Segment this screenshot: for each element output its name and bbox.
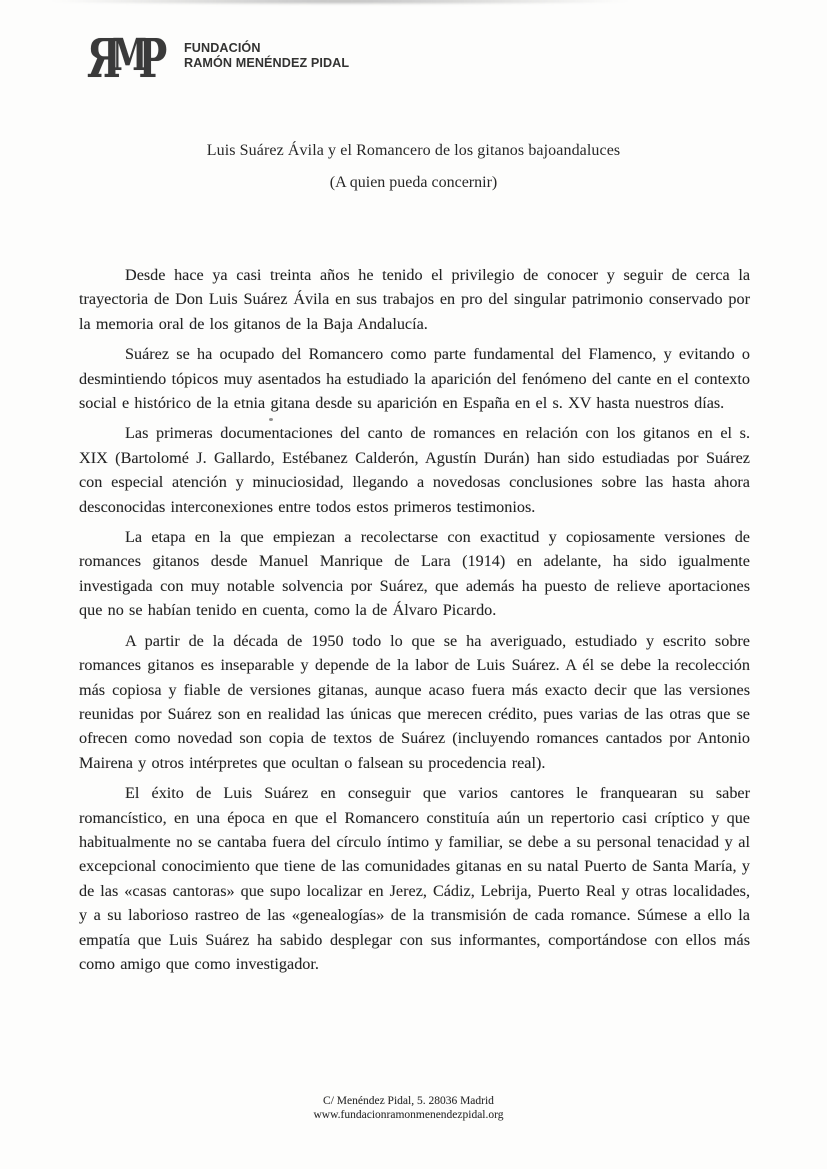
paragraph-6: El éxito de Luis Suárez en conseguir que varios cantores le franquearan su saber romancístico, en una época en que el Romancero constituía aún un repertorio casi críptico y que habitualmente no se cantaba fuera del círculo íntimo y familiar, se debe a su personal tenacidad y al excepcional conocimiento que tiene de las comunidades gitanas en su natal Puerto de Santa María, y de las «casas cantoras» que supo localizar en Jerez, Cádiz, Lebrija, Puerto Real y otras localidades, y a su laborioso rastreo de las «genealogías» de la transmisión de cada romance. Súmese a ello la empatía que Luis Suárez ha sabido desplegar con sus informantes, comportándose con ellos más como amigo que como investigador. [79,784,750,973]
paragraph-2: Suárez se ha ocupado del Romancero como parte fundamental del Flamenco, y evitando o desmintiendo tópicos muy asentados ha estudiado la aparición del fenómeno del cante en el contexto social e histórico de la etnia gitana desde su aparición en España en el s. XV hasta nuestros días. [79,345,750,413]
monogram-letter-m: M [112,30,148,81]
rmp-monogram-logo [87,28,168,90]
foundation-name-line1: FUNDACIÓN [184,40,261,55]
paragraph-1: Desde hace ya casi treinta años he tenido el privilegio de conocer y seguir de cerca la trayectoria de Don Luis Suárez Ávila en sus trabajos en pro del singular patrimonio conservado por la memoria oral de los gitanos de la Baja Andalucía. [79,266,750,333]
page-footer [0,1094,817,1122]
document-body [79,263,750,982]
footer-address: C/ Menéndez Pidal, 5. 28036 Madrid [323,1095,494,1107]
paragraph-5: A partir de la década de 1950 todo lo que se ha averiguado, estudiado y escrito sobre romances gitanos es inseparable y depende de la labor de Luis Suárez. A él se debe la recolección más copiosa y fiable de versiones gitanas, aunque acaso fuera más exacto decir que las versiones reunidas por Suárez son en realidad las únicas que merecen crédito, pues varias de las otras que se ofrecen como novedad son copia de textos de Suárez (incluyendo romances cantados por Antonio Mairena y otros intérpretes que ocultan o falsean su procedencia real). [79,631,750,772]
foundation-name-line2: RAMÓN MENÉNDEZ PIDAL [184,55,350,70]
foundation-name [184,40,349,70]
monogram-letter-p: P [138,28,168,90]
monogram-letter-r-mirrored: Я [87,28,121,90]
scan-artifact-top [45,0,635,5]
letterhead [87,28,355,90]
title-block [0,140,827,194]
document-subtitle: (A quien pueda concernir) [329,174,498,191]
paragraph-3: Las primeras documentaciones del canto de romances en relación con los gitanos en el s. XIX (Bartolomé J. Gallardo, Estébanez Calderón, Agustín Durán) han sido estudiadas por Suárez con especial atención y minuciosidad, llegando a novedosas conclusiones sobre las hasta ahora desconocidas interconexiones entre todos estos primeros testimonios. [79,424,750,516]
footer-website: www.fundacionramonmenendezpidal.org [313,1109,504,1121]
paragraph-4: La etapa en la que empiezan a recolectarse con exactitud y copiosamente versiones de romances gitanos desde Manuel Manrique de Lara (1914) en adelante, ha sido igualmente investigada con muy notable solvencia por Suárez, que además ha puesto de relieve aportaciones que no se habían tenido en cuenta, como la de Álvaro Picardo. [79,528,750,620]
document-title: Luis Suárez Ávila y el Romancero de los gitanos bajoandaluces [206,142,621,159]
